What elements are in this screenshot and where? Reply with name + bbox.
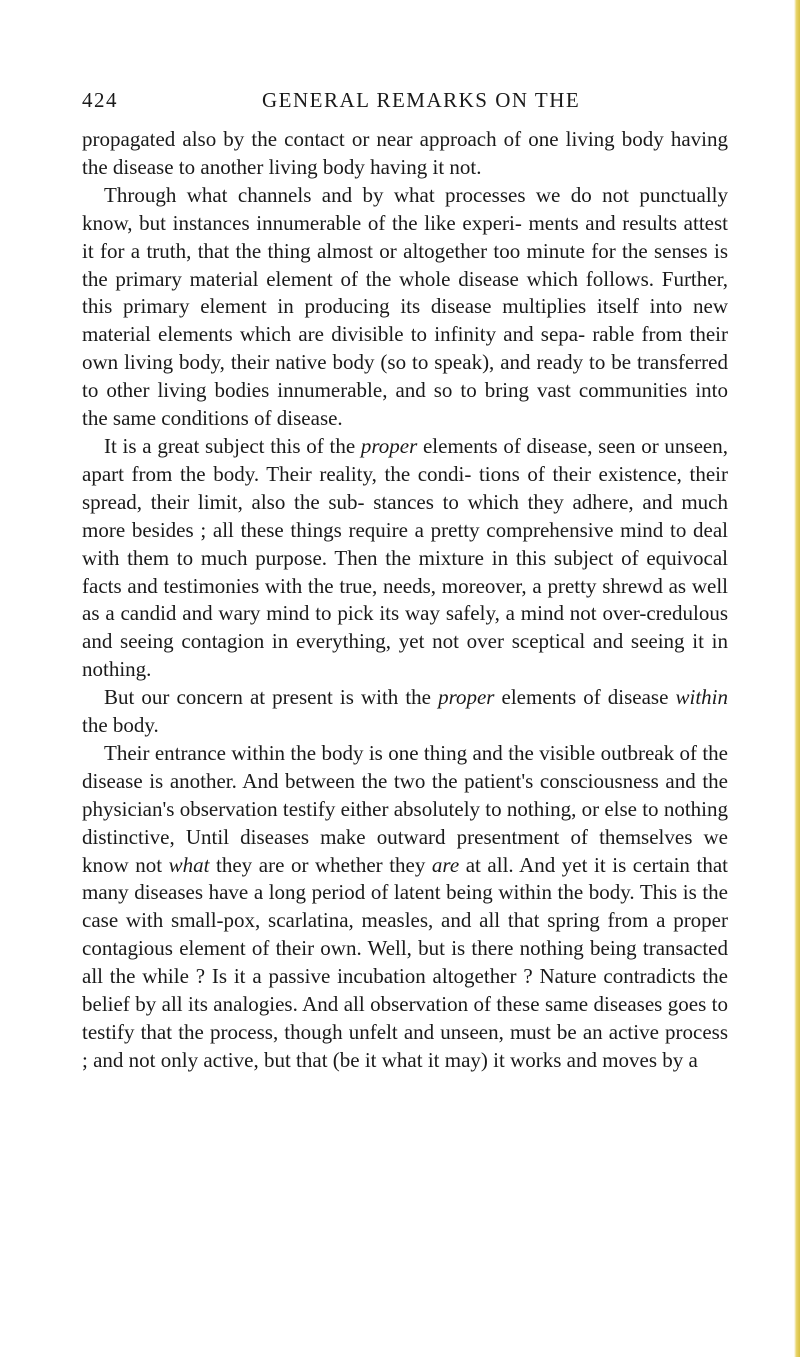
paragraph-4-text-a: But our concern at present is with the	[104, 685, 439, 710]
paragraph-3-text-b: elements of disease, seen or unseen, apart from the body. Their reality, the condi- tions of their existence, their spread, their limit, also the sub- stances to which they adhere, and much more besides ; all these things require a pretty comprehensive mind to deal with them to much purpose. Then the mixture in this subject of equivocal facts and testimonies with the true, needs, moreover, a pretty shrewd as well as a candid and wary mind to pick its way safely, a mind not over-credulous and seeing contagion in everything, yet not over sceptical and seeing it in nothing.	[82, 433, 728, 682]
paragraph-4	[82, 684, 728, 740]
paragraph-2-text: Through what channels and by what processes we do not punctually know, but instances innumerable of the like experi- ments and results attest it for a truth, that the thing almost or altogether too minute for the senses is the primary material element of the whole disease which follows. Further, this primary element in producing its disease multiplies itself into new material elements which are divisible to infinity and sepa- rable from their own living body, their native body (so to speak), and ready to be transferred to other living bodies innumerable, and so to bring vast communities into the same conditions of disease.	[82, 182, 728, 431]
paragraph-5-text-a: Their entrance within the body is one thing and the visible outbreak of the disease is another. And between the two the patient's consciousness and the physician's observation testify either absolutely to nothing, or else to nothing distinctive, Until diseases make outward presentment of themselves we know not	[82, 740, 728, 877]
paragraph-5-text-b: they are or whether they	[209, 852, 432, 877]
paragraph-3-emphasis: proper	[360, 433, 418, 458]
paragraph-2	[82, 182, 728, 433]
paragraph-3-text-a: It is a great subject this of the	[104, 433, 361, 458]
book-page	[82, 88, 728, 1075]
paragraph-1-text: propagated also by the contact or near approach of one living body having the disease to another living body having it not.	[82, 127, 728, 179]
paragraph-1	[82, 126, 728, 182]
page-header	[82, 88, 728, 122]
page-edge	[794, 0, 800, 1357]
page-number: 424	[82, 88, 118, 112]
paragraph-4-text-b: elements of disease	[494, 685, 676, 710]
body-text	[82, 126, 728, 1075]
paragraph-4-emphasis-1: proper	[438, 685, 495, 710]
paragraph-4-text-c: the body.	[82, 713, 159, 738]
paragraph-5	[82, 740, 728, 1075]
paragraph-5-emphasis-1: what	[168, 852, 210, 877]
running-head: GENERAL REMARKS ON THE	[262, 88, 581, 112]
paragraph-4-emphasis-2: within	[675, 685, 728, 710]
paragraph-3	[82, 433, 728, 684]
paragraph-5-text-c: at all. And yet it is certain that many diseases have a long period of latent being within the body. This is the case with small-pox, scarlatina, measles, and all that spring from a proper contagious element of their own. Well, but is there nothing being transacted all the while ? Is it a passive incubation altogether ? Nature contradicts the belief by all its analogies. And all observation of these same diseases goes to testify that the process, though unfelt and unseen, must be an active process ; and not only active, but that (be it what it may) it works and moves by a	[82, 852, 728, 1072]
paragraph-5-emphasis-2: are	[431, 852, 460, 877]
